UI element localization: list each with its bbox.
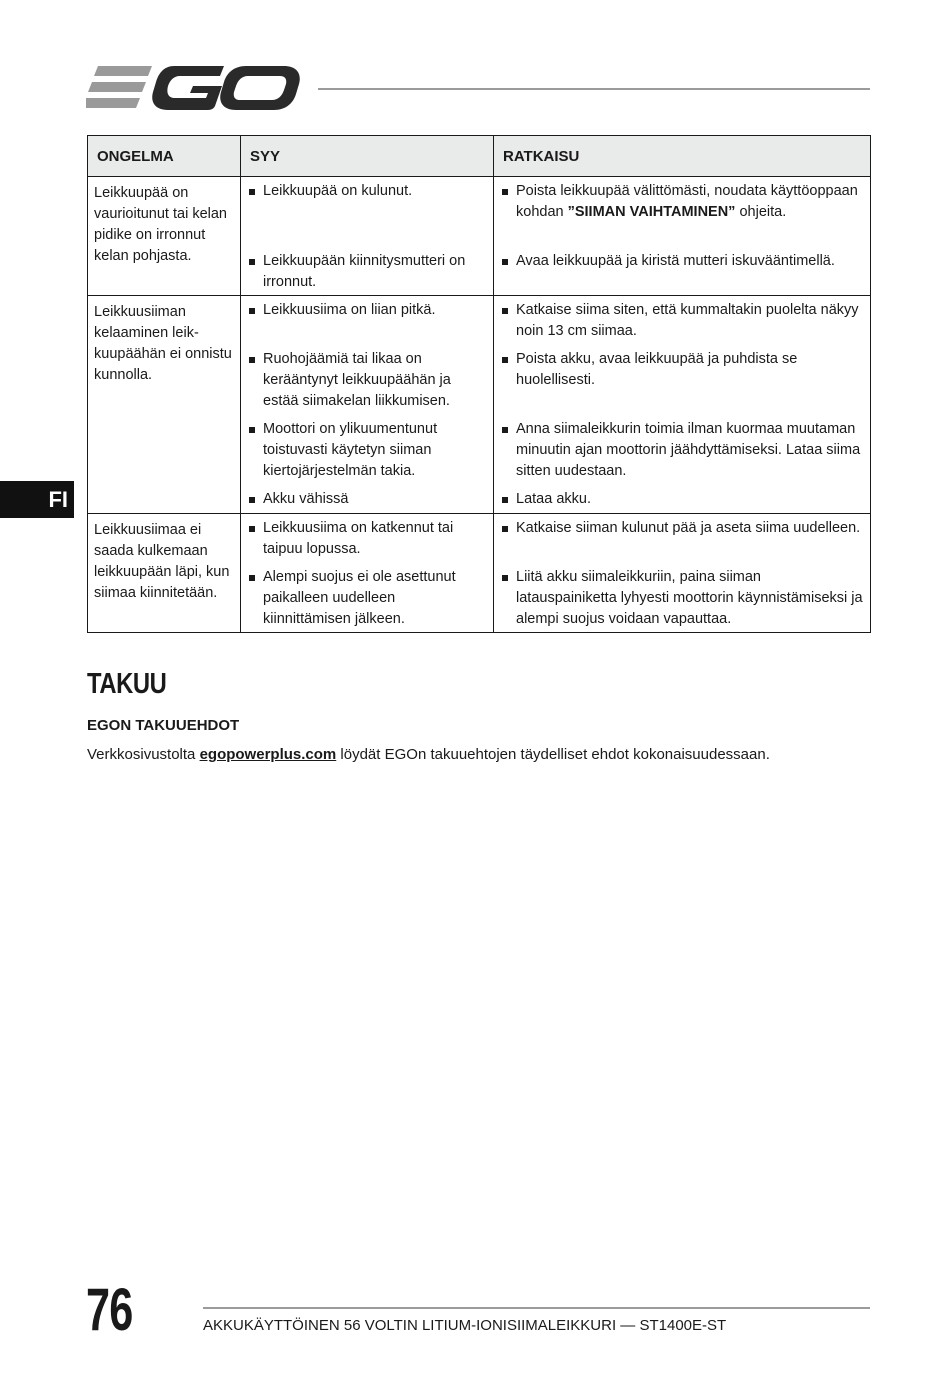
column-header-problem: ONGELMA [88, 136, 241, 177]
bullet-icon [247, 300, 257, 349]
solution-cell [494, 296, 871, 514]
website-link[interactable]: egopowerplus.com [199, 746, 337, 763]
column-header-solution: RATKAISU [494, 136, 871, 177]
bullet-icon [247, 419, 257, 489]
language-tab-label: FI [48, 486, 68, 512]
bullet-icon [247, 518, 257, 567]
warranty-paragraph: Verkkosivustolta egopowerplus.com löydät EGOn takuuehtojen täydelliset ehdot kokonaisuudessaan. [87, 746, 770, 763]
bullet-icon [500, 419, 510, 489]
table-header-row [88, 136, 871, 177]
section-title: TAKUU [87, 668, 167, 700]
bullet-icon [500, 181, 510, 251]
cause-cell [241, 514, 494, 633]
solution-item: Avaa leikkuupää ja kiristä mutteri iskuvääntimellä. [500, 251, 864, 272]
problem-cell: Leikkuusiimaa ei saada kulkemaan leikkuupään läpi, kun siimaa kiinnitetään. [88, 514, 241, 633]
solution-item: Katkaise siima siten, että kummaltakin puolelta näkyy noin 13 cm siimaa. [500, 300, 864, 349]
solution-item: Liitä akku siimaleikkuriin, paina siiman latauspainiketta lyhyesti moottorin käynnistämiseksi ja alempi suojus voidaan vapauttaa. [500, 567, 864, 630]
bullet-icon [247, 251, 257, 293]
table-row [88, 296, 871, 514]
solution-item: Poista akku, avaa leikkuupää ja puhdista se huolellisesti. [500, 349, 864, 419]
solution-cell [494, 514, 871, 633]
bullet-icon [247, 567, 257, 630]
language-tab [0, 481, 74, 518]
problem-cell: Leikkuusiiman kelaaminen leik-kuupäähän ei onnistu kunnolla. [88, 296, 241, 514]
bullet-icon [500, 300, 510, 349]
cause-item: Moottori on ylikuumentunut toistuvasti käytetyn siiman kiertojärjestelmän takia. [247, 419, 487, 489]
ego-logo [86, 62, 300, 114]
bullet-icon [500, 567, 510, 630]
section-reference: ”SIIMAN VAIHTAMINEN” [567, 204, 736, 220]
footer-title: AKKUKÄYTTÖINEN 56 VOLTIN LITIUM-IONISIIMALEIKKURI — ST1400E-ST [203, 1317, 727, 1334]
cause-item: Ruohojäämiä tai likaa on kerääntynyt leikkuupäähän ja estää siimakelan liikkumisen. [247, 349, 487, 419]
page-number: 76 [86, 1276, 133, 1343]
solution-item: Lataa akku. [500, 489, 864, 510]
cause-item: Alempi suojus ei ole asettunut paikalleen uudelleen kiinnittämisen jälkeen. [247, 567, 487, 630]
solution-cell [494, 177, 871, 296]
bullet-icon [247, 349, 257, 419]
bullet-icon [500, 349, 510, 419]
problem-cell: Leikkuupää on vaurioitunut tai kelan pidike on irronnut kelan pohjasta. [88, 177, 241, 296]
solution-item: Poista leikkuupää välittömästi, noudata käyttöoppaan kohdan ”SIIMAN VAIHTAMINEN” ohjeita. [500, 181, 864, 251]
footer-rule [203, 1307, 870, 1309]
cause-item: Leikkuusiima on katkennut tai taipuu lopussa. [247, 518, 487, 567]
bullet-icon [500, 251, 510, 272]
table-row [88, 177, 871, 296]
cause-cell [241, 296, 494, 514]
bullet-icon [500, 489, 510, 510]
cause-item: Akku vähissä [247, 489, 487, 510]
cause-cell [241, 177, 494, 296]
troubleshooting-table [87, 135, 871, 633]
solution-item: Anna siimaleikkurin toimia ilman kuormaa muutaman minuutin ajan moottorin jäähdyttämiseksi. Lataa siima sitten uudestaan. [500, 419, 864, 489]
cause-item: Leikkuusiima on liian pitkä. [247, 300, 487, 349]
table-row [88, 514, 871, 633]
solution-item: Katkaise siiman kulunut pää ja aseta siima uudelleen. [500, 518, 864, 567]
cause-item: Leikkuupää on kulunut. [247, 181, 487, 251]
cause-item: Leikkuupään kiinnitysmutteri on irronnut. [247, 251, 487, 293]
bullet-icon [247, 181, 257, 251]
header-rule [318, 88, 870, 90]
column-header-cause: SYY [241, 136, 494, 177]
bullet-icon [247, 489, 257, 510]
bullet-icon [500, 518, 510, 567]
section-subtitle: EGON TAKUUEHDOT [87, 717, 240, 734]
